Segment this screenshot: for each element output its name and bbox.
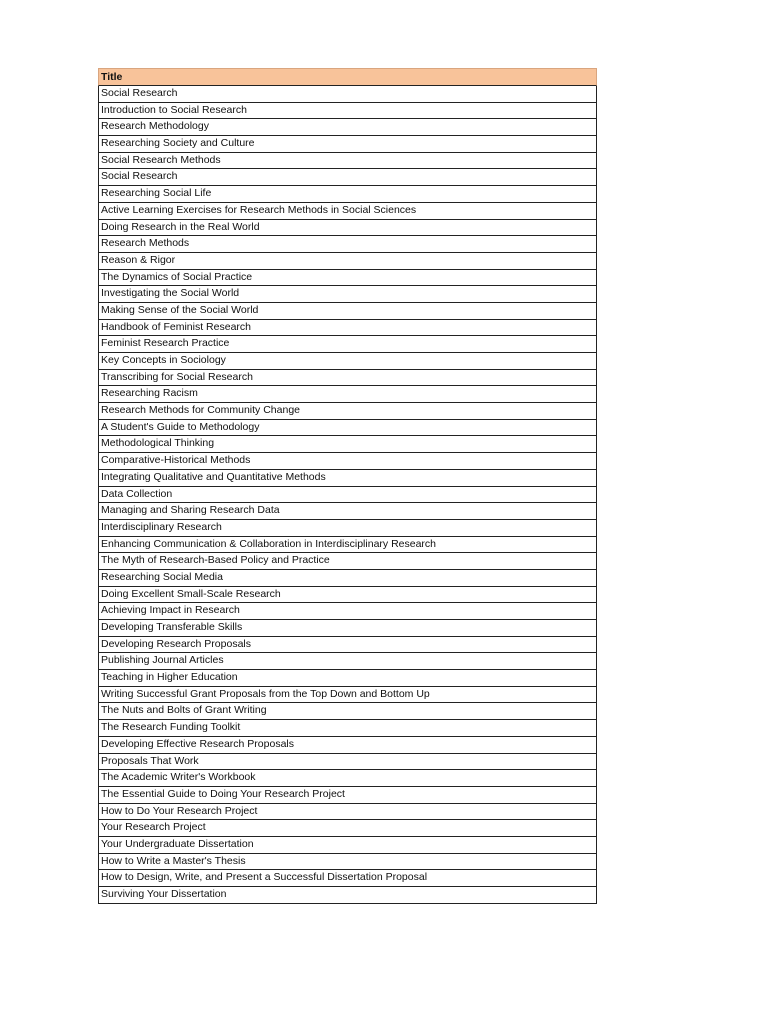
table-row[interactable]: Social Research [99,169,596,186]
table-row[interactable]: Reason & Rigor [99,253,596,270]
table-row[interactable]: The Research Funding Toolkit [99,720,596,737]
table-row[interactable]: The Essential Guide to Doing Your Research Project [99,787,596,804]
table-row[interactable]: The Dynamics of Social Practice [99,270,596,287]
table-row[interactable]: Doing Research in the Real World [99,220,596,237]
table-row[interactable]: Developing Effective Research Proposals [99,737,596,754]
table-row[interactable]: How to Design, Write, and Present a Successful Dissertation Proposal [99,870,596,887]
table-row[interactable]: Developing Transferable Skills [99,620,596,637]
table-row[interactable]: Research Methods for Community Change [99,403,596,420]
table-row[interactable]: Teaching in Higher Education [99,670,596,687]
table-row[interactable]: Achieving Impact in Research [99,603,596,620]
table-row[interactable]: Methodological Thinking [99,436,596,453]
table-row[interactable]: Researching Racism [99,386,596,403]
table-row[interactable]: Handbook of Feminist Research [99,320,596,337]
table-row[interactable]: Interdisciplinary Research [99,520,596,537]
table-row[interactable]: Feminist Research Practice [99,336,596,353]
table-row[interactable]: Data Collection [99,487,596,504]
table-row[interactable]: Managing and Sharing Research Data [99,503,596,520]
table-row[interactable]: Enhancing Communication & Collaboration in Interdisciplinary Research [99,537,596,554]
table-row[interactable]: Publishing Journal Articles [99,653,596,670]
table-row[interactable]: Introduction to Social Research [99,103,596,120]
table-row[interactable]: Researching Social Media [99,570,596,587]
table-row[interactable]: Research Methodology [99,119,596,136]
table-row[interactable]: A Student's Guide to Methodology [99,420,596,437]
table-row[interactable]: The Myth of Research-Based Policy and Practice [99,553,596,570]
table-row[interactable]: Research Methods [99,236,596,253]
table-row[interactable]: Key Concepts in Sociology [99,353,596,370]
table-row[interactable]: Proposals That Work [99,754,596,771]
table-row[interactable]: Doing Excellent Small-Scale Research [99,587,596,604]
table-row[interactable]: Social Research [99,86,596,103]
table-row[interactable]: Developing Research Proposals [99,637,596,654]
table-row[interactable]: Investigating the Social World [99,286,596,303]
table-row[interactable]: Researching Society and Culture [99,136,596,153]
table-row[interactable]: Making Sense of the Social World [99,303,596,320]
table-row[interactable]: The Nuts and Bolts of Grant Writing [99,703,596,720]
table-row[interactable]: How to Write a Master's Thesis [99,854,596,871]
table-body [98,86,597,904]
table-row[interactable]: How to Do Your Research Project [99,804,596,821]
table-row[interactable]: Your Research Project [99,820,596,837]
table-row[interactable]: Writing Successful Grant Proposals from the Top Down and Bottom Up [99,687,596,704]
table-row[interactable]: Surviving Your Dissertation [99,887,596,904]
table-row[interactable]: Researching Social Life [99,186,596,203]
table-row[interactable]: Comparative-Historical Methods [99,453,596,470]
table-row[interactable]: Social Research Methods [99,153,596,170]
table-row[interactable]: Integrating Qualitative and Quantitative Methods [99,470,596,487]
column-header-title[interactable]: Title [98,68,597,86]
table-row[interactable]: Active Learning Exercises for Research Methods in Social Sciences [99,203,596,220]
table-row[interactable]: Your Undergraduate Dissertation [99,837,596,854]
table-row[interactable]: The Academic Writer's Workbook [99,770,596,787]
spreadsheet-table [98,68,597,904]
table-row[interactable]: Transcribing for Social Research [99,370,596,387]
